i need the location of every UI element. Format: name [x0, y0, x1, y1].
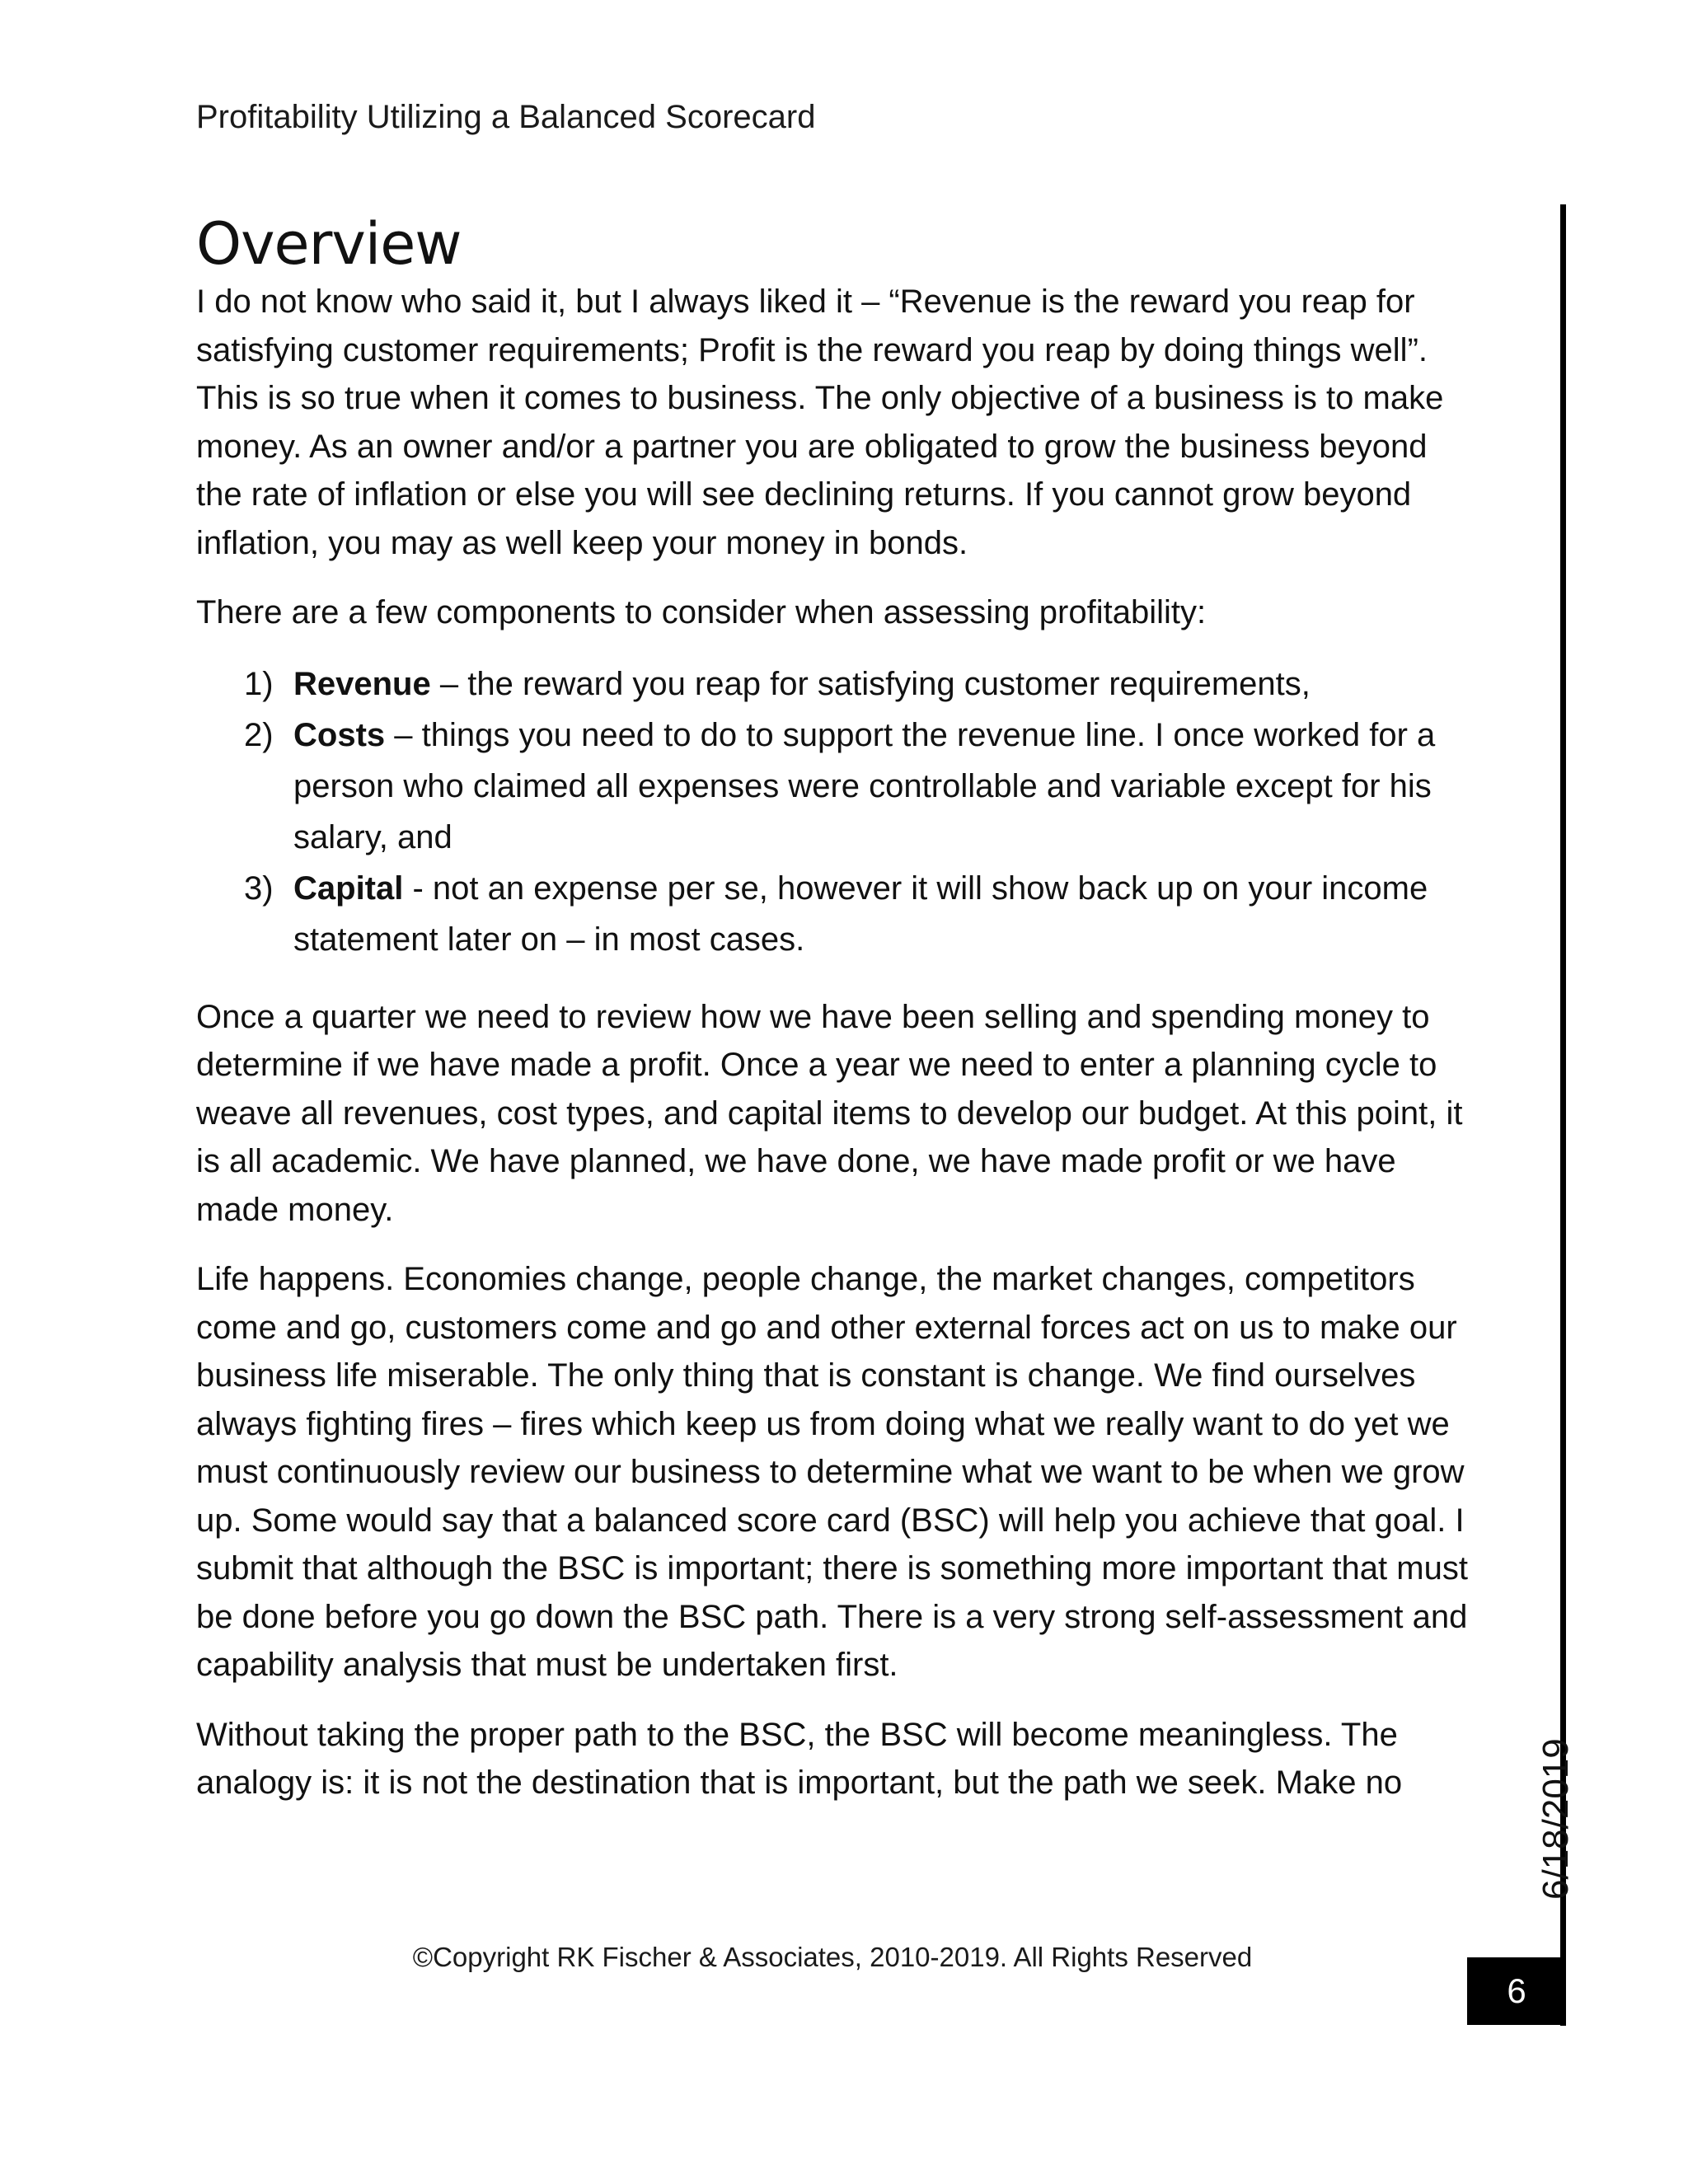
- components-list: [196, 658, 1482, 965]
- paragraph-change: Life happens. Economies change, people change, the market changes, competitors come and go, customers come and go and other external forces act on us to make our business life miserable. The only thing that is constant is change. We find ourselves always fighting fires – fires which keep us from doing what we really want to do yet we must continuously review our business to determine what we want to be when we grow up. Some would say that a balanced score card (BSC) will help you achieve that goal. I submit that although the BSC is important; there is something more important that must be done before you go down the BSC path. There is a very strong self-assessment and capability analysis that must be undertaken first.: [196, 1261, 1468, 1683]
- list-term: Revenue: [293, 665, 431, 702]
- list-item: [244, 710, 1482, 863]
- list-number: 3): [244, 869, 274, 907]
- margin-date: 6/18/2019: [1536, 1738, 1576, 1900]
- list-term: Capital: [293, 869, 404, 907]
- page-number: 6: [1467, 1957, 1566, 2025]
- list-number: 1): [244, 665, 274, 702]
- running-header: Profitability Utilizing a Balanced Scorecard: [196, 99, 816, 135]
- paragraph-path: Without taking the proper path to the BSC, the BSC will become meaningless. The analogy is: it is not the destination that is important, but the path we seek. Make no: [196, 1716, 1403, 1801]
- section-heading: Overview: [196, 210, 462, 278]
- list-text: - not an expense per se, however it will show back up on your income statement later on – in most cases.: [293, 869, 1428, 958]
- list-item: [244, 863, 1482, 965]
- footer-copyright: ©Copyright RK Fischer & Associates, 2010-2019. All Rights Reserved: [412, 1942, 1253, 1972]
- list-text: – the reward you reap for satisfying customer requirements,: [430, 665, 1311, 702]
- list-item: [244, 658, 1482, 710]
- list-text: – things you need to do to support the revenue line. I once worked for a person who claimed all expenses were controllable and variable except for his salary, and: [293, 716, 1436, 855]
- list-number: 2): [244, 716, 274, 753]
- list-intro: There are a few components to consider when assessing profitability:: [196, 594, 1207, 630]
- page-body: [196, 210, 1482, 1829]
- paragraph-planning: Once a quarter we need to review how we have been selling and spending money to determine if we have made a profit. Once a year we need to enter a planning cycle to weave all revenues, cost types, and capital items to develop our budget. At this point, it is all academic. We have planned, we have done, we have made profit or we have made money.: [196, 998, 1463, 1228]
- list-term: Costs: [293, 716, 386, 753]
- paragraph-intro: I do not know who said it, but I always liked it – “Revenue is the reward you reap for satisfying customer requirements; Profit is the reward you reap by doing things well”. This is so true when it comes to business. The only objective of a business is to make money. As an owner and/or a partner you are obligated to grow the business beyond the rate of inflation or else you will see declining returns. If you cannot grow beyond inflation, you may as well keep your money in bonds.: [196, 284, 1444, 561]
